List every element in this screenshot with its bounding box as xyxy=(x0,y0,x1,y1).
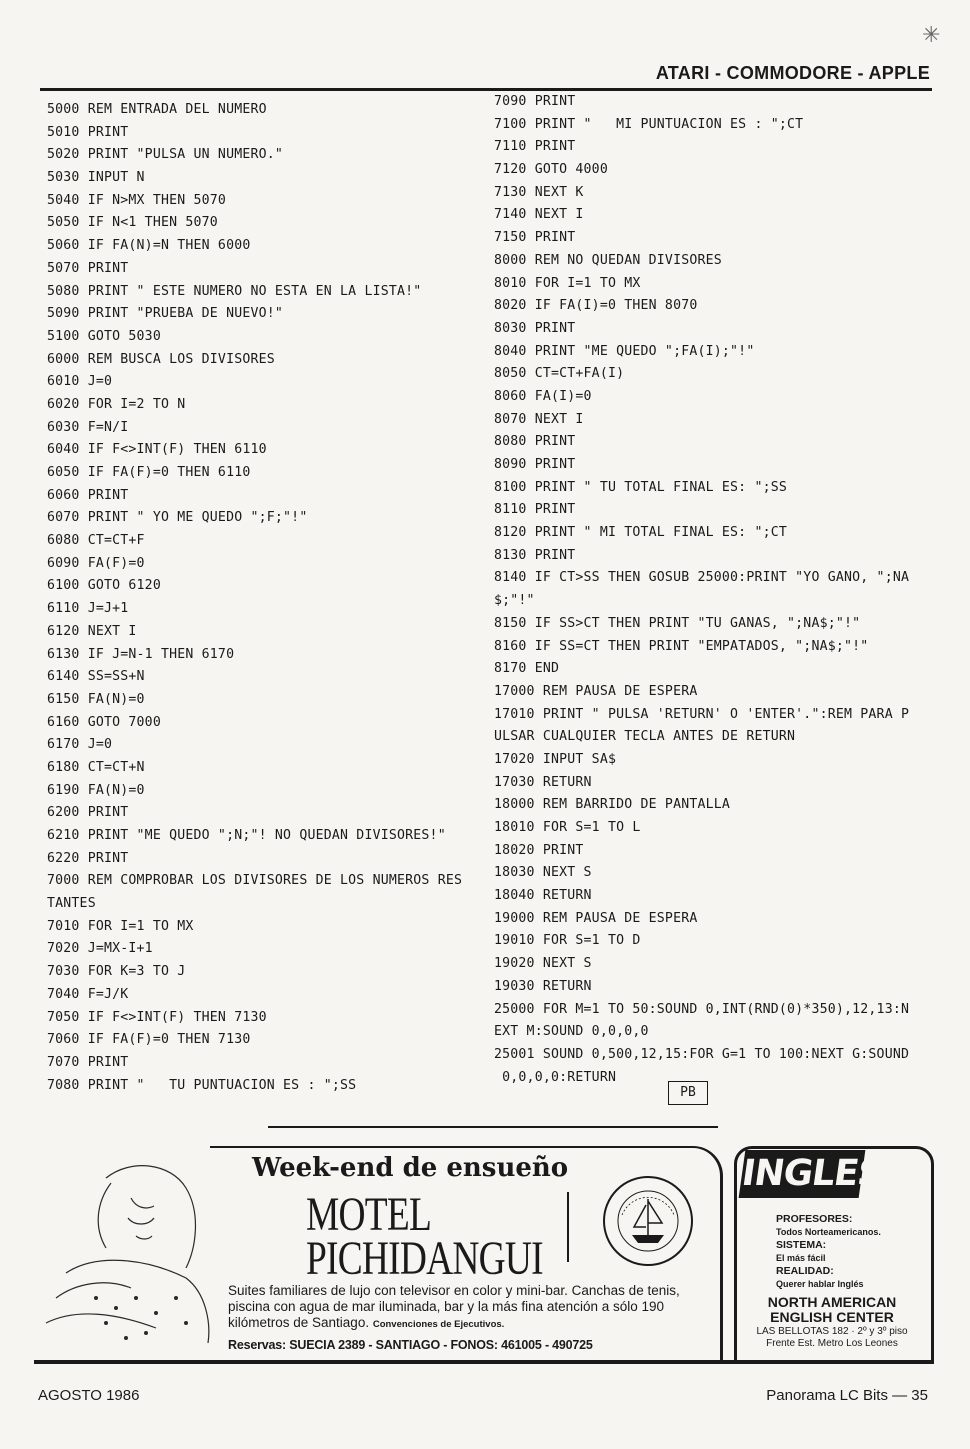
code-line: 8010 FOR I=1 TO MX xyxy=(494,275,641,291)
code-line: 8000 REM NO QUEDAN DIVISORES xyxy=(494,252,722,268)
code-line: 6200 PRINT xyxy=(47,805,129,821)
code-line: 7000 REM COMPROBAR LOS DIVISORES DE LOS NUMEROS RES xyxy=(47,873,463,889)
ingles-item-label: REALIDAD: xyxy=(776,1265,834,1277)
code-line: 6110 J=J+1 xyxy=(47,601,129,617)
code-line: 7040 F=J/K xyxy=(47,986,129,1002)
motel-body-text: Suites familiares de lujo con televisor en color y mini-bar. Canchas de tenis, piscina con agua de mar iluminada, bar y la más fina atención a sólo 190 kilómetros de Santiago. xyxy=(228,1283,680,1330)
code-line: 6050 IF FA(F)=0 THEN 6110 xyxy=(47,465,251,480)
ingles-feature-list xyxy=(776,1213,881,1291)
code-line: 7120 GOTO 4000 xyxy=(494,162,608,178)
motel-divider xyxy=(567,1192,569,1262)
code-line: 6190 FA(N)=0 xyxy=(47,782,145,798)
code-line: 6210 PRINT "ME QUEDO ";N;"! NO QUEDAN DIVISORES!" xyxy=(47,828,446,843)
code-line: 6220 PRINT xyxy=(47,850,129,866)
ingles-banner: INGLES xyxy=(739,1150,866,1198)
code-line: 17010 PRINT " PULSA 'RETURN' O 'ENTER'.":REM PARA P xyxy=(494,706,910,722)
separator-rule xyxy=(268,1126,718,1128)
code-line: 8080 PRINT xyxy=(494,434,576,450)
code-line: 6120 NEXT I xyxy=(47,623,137,639)
code-line: 8170 END xyxy=(494,661,560,677)
code-line: 6060 PRINT xyxy=(47,487,129,503)
code-line: 6170 J=0 xyxy=(47,737,113,753)
code-line: 6130 IF J=N-1 THEN 6170 xyxy=(47,646,235,662)
ad-bottom-rule xyxy=(34,1360,932,1364)
ingles-item-label: SISTEMA: xyxy=(776,1239,827,1251)
ingles-center-line1: NORTH AMERICAN xyxy=(767,1294,897,1310)
code-line: 6000 REM BUSCA LOS DIVISORES xyxy=(47,351,275,367)
code-line: 6150 FA(N)=0 xyxy=(47,691,145,707)
motel-seal-logo-icon xyxy=(602,1175,694,1267)
code-line: 18020 PRINT xyxy=(494,842,584,858)
code-line: 8100 PRINT " TU TOTAL FINAL ES: ";SS xyxy=(494,479,788,495)
code-line: 18030 NEXT S xyxy=(494,865,592,881)
footer-date: AGOSTO 1986 xyxy=(38,1387,140,1404)
ingles-item-value: Querer hablar Inglés xyxy=(776,1279,864,1289)
footer-page: Panorama LC Bits — 35 xyxy=(766,1387,928,1404)
page-header: ATARI - COMMODORE - APPLE xyxy=(655,63,930,83)
code-line: 7010 FOR I=1 TO MX xyxy=(47,918,194,934)
code-line: TANTES xyxy=(47,896,96,912)
code-line: 18010 FOR S=1 TO L xyxy=(494,820,641,835)
code-line: 18000 REM BARRIDO DE PANTALLA xyxy=(494,797,731,813)
code-line: 8130 PRINT xyxy=(494,547,576,563)
code-line: 7130 NEXT K xyxy=(494,184,584,200)
code-line: 17020 INPUT SA$ xyxy=(494,751,617,767)
code-line: 5030 INPUT N xyxy=(47,170,145,186)
code-line: 6090 FA(F)=0 xyxy=(47,555,145,571)
code-line: 6080 CT=CT+F xyxy=(47,533,145,549)
code-line: 8160 IF SS=CT THEN PRINT "EMPATADOS, ";NA$;"!" xyxy=(494,638,869,654)
code-listing-left xyxy=(47,99,462,1097)
code-line: ULSAR CUALQUIER TECLA ANTES DE RETURN xyxy=(494,729,796,745)
code-line: 19020 NEXT S xyxy=(494,956,592,972)
woman-illustration-icon xyxy=(36,1148,216,1348)
motel-name-line2: PICHIDANGUI xyxy=(306,1232,543,1285)
code-line: 8090 PRINT xyxy=(494,457,576,472)
code-line: 17030 RETURN xyxy=(494,774,592,790)
code-line: 7140 NEXT I xyxy=(494,207,584,223)
code-line: 8040 PRINT "ME QUEDO ";FA(I);"!" xyxy=(494,343,755,359)
code-line: 5050 IF N<1 THEN 5070 xyxy=(47,215,218,231)
code-line: 7080 PRINT " TU PUNTUACION ES : ";SS xyxy=(47,1077,357,1093)
motel-body-small: Convenciones de Ejecutivos. xyxy=(372,1319,505,1330)
code-line: 6030 F=N/I xyxy=(47,419,129,435)
ingles-item-label: PROFESORES: xyxy=(776,1213,853,1225)
code-line: 7020 J=MX-I+1 xyxy=(47,941,153,957)
code-line: 8120 PRINT " MI TOTAL FINAL ES: ";CT xyxy=(494,525,788,541)
code-line: 6010 J=0 xyxy=(47,374,113,390)
code-line: 5090 PRINT "PRUEBA DE NUEVO!" xyxy=(47,306,284,322)
motel-name-line1: MOTEL xyxy=(306,1188,432,1241)
code-line: 7060 IF FA(F)=0 THEN 7130 xyxy=(47,1032,251,1048)
ingles-address xyxy=(742,1326,922,1350)
code-line: 6180 CT=CT+N xyxy=(47,759,145,775)
code-line: 8020 IF FA(I)=0 THEN 8070 xyxy=(494,298,698,314)
ingles-address-line2: Frente Est. Metro Los Leones xyxy=(766,1338,898,1349)
end-mark: PB xyxy=(668,1081,708,1105)
motel-contact: Reservas: SUECIA 2389 - SANTIAGO - FONOS: 461005 - 490725 xyxy=(228,1338,593,1352)
corner-mark: ✳ xyxy=(922,22,941,47)
code-line: 5080 PRINT " ESTE NUMERO NO ESTA EN LA LISTA!" xyxy=(47,283,422,299)
code-line: 8050 CT=CT+FA(I) xyxy=(494,366,625,382)
ingles-item-value: El más fácil xyxy=(776,1253,826,1263)
ingles-item-value: Todos Norteamericanos. xyxy=(776,1227,881,1237)
code-line: 5000 REM ENTRADA DEL NUMERO xyxy=(47,102,267,117)
code-line: 7030 FOR K=3 TO J xyxy=(47,964,186,980)
code-line: 8060 FA(I)=0 xyxy=(494,388,592,404)
code-line: 5040 IF N>MX THEN 5070 xyxy=(47,192,227,208)
code-line: 25001 SOUND 0,500,12,15:FOR G=1 TO 100:NEXT G:SOUND xyxy=(494,1046,910,1062)
code-line: 6040 IF F<>INT(F) THEN 6110 xyxy=(47,442,267,458)
ingles-center-line2: ENGLISH CENTER xyxy=(770,1309,894,1325)
ingles-address-line1: LAS BELLOTAS 182 · 2º y 3º piso xyxy=(756,1326,908,1337)
code-line: 8070 NEXT I xyxy=(494,411,584,427)
code-line: 19010 FOR S=1 TO D xyxy=(494,933,641,949)
code-line: 5010 PRINT xyxy=(47,124,129,140)
code-line: 6140 SS=SS+N xyxy=(47,669,145,685)
code-line: 19000 REM PAUSA DE ESPERA xyxy=(494,910,698,926)
code-line: 8140 IF CT>SS THEN GOSUB 25000:PRINT "YO GANO, ";NA xyxy=(494,570,910,586)
code-line: 7110 PRINT xyxy=(494,139,576,155)
code-line: 5060 IF FA(N)=N THEN 6000 xyxy=(47,238,251,254)
code-listing-right xyxy=(494,91,909,1089)
code-line: 5100 GOTO 5030 xyxy=(47,328,161,344)
code-line: 6020 FOR I=2 TO N xyxy=(47,396,186,412)
motel-headline: Week-end de ensueño xyxy=(252,1153,569,1183)
code-line: 6100 GOTO 6120 xyxy=(47,578,161,594)
code-line: 5020 PRINT "PULSA UN NUMERO." xyxy=(47,147,284,163)
code-line: 6160 GOTO 7000 xyxy=(47,714,161,730)
code-line: 7100 PRINT " MI PUNTUACION ES : ";CT xyxy=(494,116,804,132)
code-line: 7070 PRINT xyxy=(47,1054,129,1070)
code-line: 18040 RETURN xyxy=(494,888,592,904)
code-line: 7150 PRINT xyxy=(494,230,576,246)
code-line: 8150 IF SS>CT THEN PRINT "TU GANAS, ";NA$;"!" xyxy=(494,615,861,631)
code-line: 5070 PRINT xyxy=(47,260,129,276)
motel-description xyxy=(228,1283,708,1333)
code-line: 8030 PRINT xyxy=(494,320,576,336)
code-line: 19030 RETURN xyxy=(494,978,592,994)
code-line: 17000 REM PAUSA DE ESPERA xyxy=(494,683,698,699)
ingles-center-name xyxy=(742,1295,922,1325)
code-line: 6070 PRINT " YO ME QUEDO ";F;"!" xyxy=(47,510,308,526)
code-line: 7050 IF F<>INT(F) THEN 7130 xyxy=(47,1009,267,1025)
code-line: 0,0,0,0:RETURN xyxy=(494,1069,617,1085)
code-line: 25000 FOR M=1 TO 50:SOUND 0,INT(RND(0)*350),12,13:N xyxy=(494,1001,910,1017)
code-line: 7090 PRINT xyxy=(494,94,576,109)
code-line: 8110 PRINT xyxy=(494,502,576,518)
code-line: EXT M:SOUND 0,0,0,0 xyxy=(494,1024,649,1040)
code-line: $;"!" xyxy=(494,593,535,609)
